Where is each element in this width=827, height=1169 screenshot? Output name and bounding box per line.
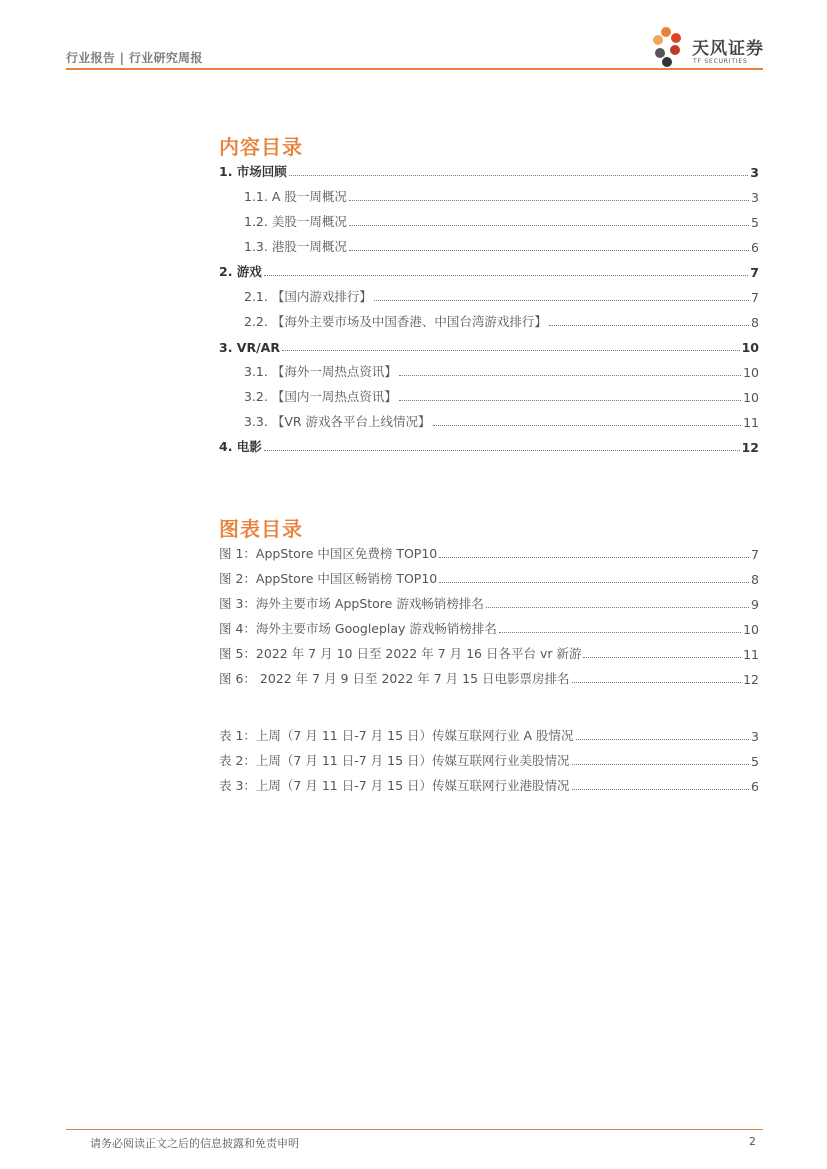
toc-entry-label: 1. 市场回顾 [219, 164, 287, 179]
toc-entry-label: 1.2. 美股一周概况 [244, 214, 347, 229]
table-entry-page: 3 [751, 729, 759, 744]
toc-entry-label: 3.1. 【海外一周热点资讯】 [244, 364, 397, 379]
figure-entry[interactable] [219, 671, 759, 687]
toc-entry-page: 10 [743, 365, 759, 380]
figure-entry-page: 7 [751, 547, 759, 562]
header-divider [66, 68, 763, 70]
figure-entry-label: 图 6： 2022 年 7 月 9 日至 2022 年 7 月 15 日电影票房排名 [219, 671, 570, 686]
toc-entry[interactable] [244, 414, 759, 430]
table-entry-label: 表 1：上周（7 月 11 日-7 月 15 日）传媒互联网行业 A 股情况 [219, 728, 574, 743]
toc-entry-page: 11 [743, 415, 759, 430]
dot-leader [399, 375, 741, 376]
figure-entry[interactable] [219, 621, 759, 637]
toc-entry-page: 8 [751, 315, 759, 330]
toc-entry[interactable] [219, 264, 759, 280]
page-number: 2 [749, 1135, 756, 1148]
figure-entry-label: 图 3：海外主要市场 AppStore 游戏畅销榜排名 [219, 596, 484, 611]
dot-leader [282, 350, 740, 351]
dot-leader [439, 582, 749, 583]
figure-entry-label: 图 5：2022 年 7 月 10 日至 2022 年 7 月 16 日各平台 vr 新游 [219, 646, 582, 661]
toc-entry-label: 1.1. A 股一周概况 [244, 189, 347, 204]
toc-entry[interactable] [219, 164, 759, 180]
table-entry-page: 6 [751, 779, 759, 794]
footer-disclaimer: 请务必阅读正文之后的信息披露和免责申明 [90, 1137, 299, 1150]
toc-entry-page: 12 [741, 440, 759, 455]
toc-entry[interactable] [244, 289, 759, 305]
logo-text-en: TF SECURITIES [693, 58, 748, 65]
dot-leader [549, 325, 749, 326]
figure-entry[interactable] [219, 646, 759, 662]
dot-leader [572, 764, 750, 765]
toc-entry-label: 2. 游戏 [219, 264, 262, 279]
figures-title: 图表目录 [219, 517, 303, 541]
toc-entry-page: 5 [751, 215, 759, 230]
dot-leader [349, 200, 749, 201]
figure-entry-page: 9 [751, 597, 759, 612]
contents-title: 内容目录 [219, 135, 303, 159]
table-entry-label: 表 3：上周（7 月 11 日-7 月 15 日）传媒互联网行业港股情况 [219, 778, 570, 793]
dot-leader [264, 450, 740, 451]
toc-entry-label: 4. 电影 [219, 439, 262, 454]
company-logo [650, 26, 765, 70]
toc-entry[interactable] [244, 389, 759, 405]
dot-leader [583, 657, 741, 658]
dot-leader [572, 789, 750, 790]
figure-entry-page: 11 [743, 647, 759, 662]
dot-leader [439, 557, 749, 558]
dot-leader [399, 400, 741, 401]
toc-entry-label: 3.3. 【VR 游戏各平台上线情况】 [244, 414, 431, 429]
dot-leader [289, 175, 748, 176]
table-entry-label: 表 2：上周（7 月 11 日-7 月 15 日）传媒互联网行业美股情况 [219, 753, 570, 768]
toc-entry-label: 1.3. 港股一周概况 [244, 239, 347, 254]
toc-entry-page: 6 [751, 240, 759, 255]
table-entry[interactable] [219, 728, 759, 744]
table-entry-page: 5 [751, 754, 759, 769]
toc-entry-page: 7 [751, 290, 759, 305]
toc-entry[interactable] [244, 364, 759, 380]
figure-entry[interactable] [219, 546, 759, 562]
toc-entry[interactable] [244, 189, 759, 205]
toc-entry[interactable] [219, 439, 759, 455]
dot-leader [349, 250, 749, 251]
toc-entry[interactable] [244, 239, 759, 255]
toc-entry-page: 7 [750, 265, 759, 280]
figure-entry-page: 12 [743, 672, 759, 687]
dot-leader [433, 425, 742, 426]
table-entry[interactable] [219, 753, 759, 769]
report-category: 行业报告 | 行业研究周报 [66, 51, 203, 65]
figure-entry-label: 图 1：AppStore 中国区免费榜 TOP10 [219, 546, 438, 561]
figure-entry[interactable] [219, 596, 759, 612]
toc-entry-page: 10 [743, 390, 759, 405]
figure-entry-label: 图 4：海外主要市场 Googleplay 游戏畅销榜排名 [219, 621, 497, 636]
toc-entry-label: 3.2. 【国内一周热点资讯】 [244, 389, 397, 404]
toc-entry-page: 3 [751, 190, 759, 205]
toc-entry-label: 3. VR/AR [219, 340, 280, 355]
toc-entry-label: 2.1. 【国内游戏排行】 [244, 289, 372, 304]
toc-entry[interactable] [244, 214, 759, 230]
dot-leader [349, 225, 749, 226]
dot-leader [374, 300, 749, 301]
footer-divider [66, 1129, 763, 1130]
figure-entry-page: 8 [751, 572, 759, 587]
toc-entry-label: 2.2. 【海外主要市场及中国香港、中国台湾游戏排行】 [244, 314, 547, 329]
toc-entry-page: 10 [741, 340, 759, 355]
dot-leader [264, 275, 748, 276]
toc-entry[interactable] [219, 339, 759, 355]
figure-entry-label: 图 2：AppStore 中国区畅销榜 TOP10 [219, 571, 438, 586]
figure-entry[interactable] [219, 571, 759, 587]
dot-leader [576, 739, 750, 740]
dot-leader [572, 682, 742, 683]
toc-entry[interactable] [244, 314, 759, 330]
logo-text-cn: 天风证券 [692, 39, 764, 59]
dot-leader [499, 632, 741, 633]
dot-leader [486, 607, 749, 608]
toc-entry-page: 3 [750, 165, 759, 180]
table-entry[interactable] [219, 778, 759, 794]
flower-logo-icon [650, 26, 690, 70]
figure-entry-page: 10 [743, 622, 759, 637]
